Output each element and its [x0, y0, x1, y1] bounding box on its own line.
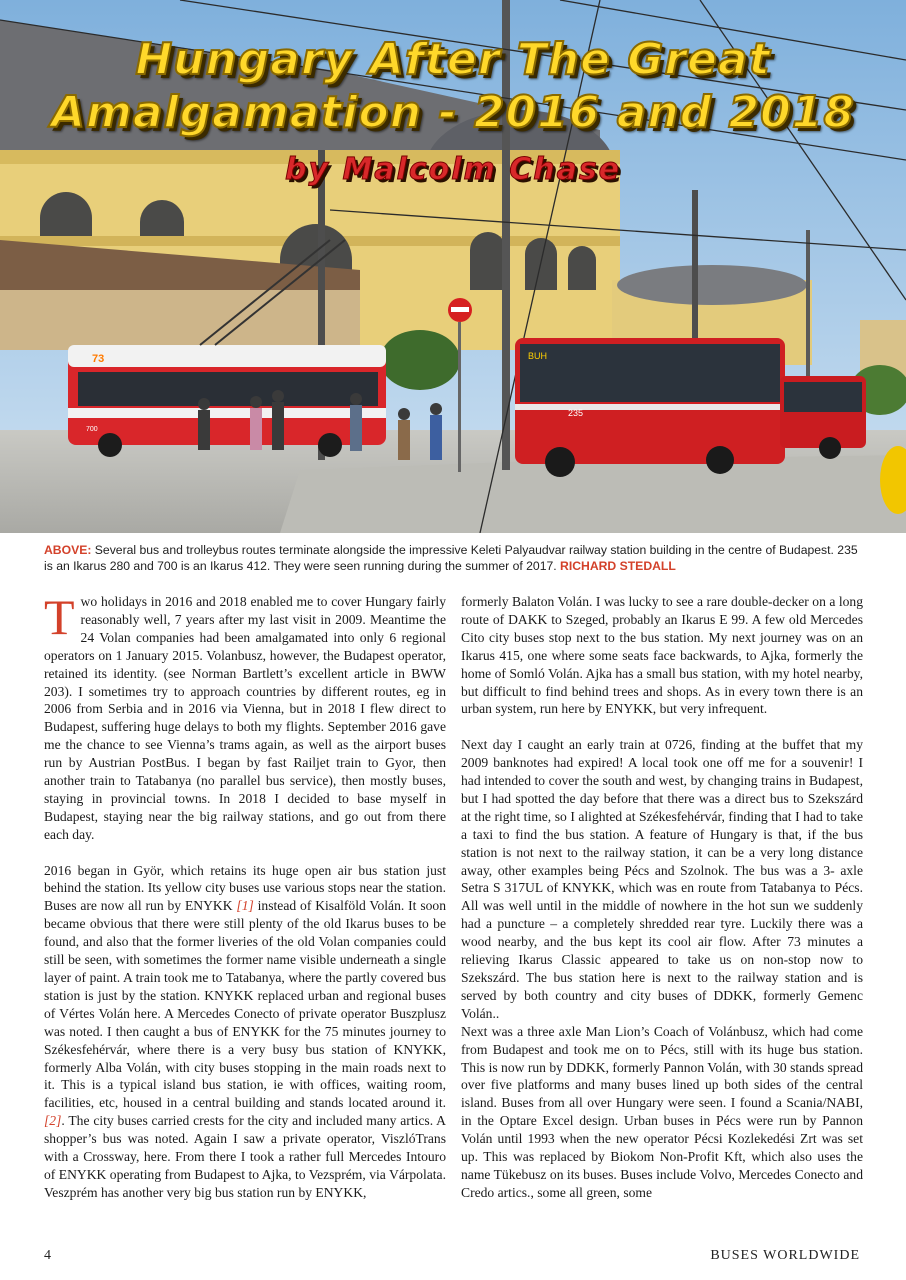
magazine-name: BUSES WORLDWIDE: [710, 1248, 860, 1263]
reference-2: [2]: [44, 1113, 62, 1129]
destination-sign-right: BUH: [528, 351, 548, 361]
article-column-left: [44, 589, 446, 1202]
paragraph-gyor-text-2: instead of Kisalföld Volán. It soon became obvious that there were still plenty of the old Ikarus buses to be found, and also that the former liveries of the old Volan companies could still be seen, with sometimes the former name visible underneath a single layer of paint. A train took me to Tatabanya, where the partly covered bus station is just by the station. KNYKK replaced urban and regional buses of Vértes Volán here. A Mercedes Conecto of private operator Buszplusz was noted. I then caught a bus of ENYKK for the 75 minutes journey to Székesfehérvár, where there is a very busy bus station of KNYKK, formerly Alba Volán, with city buses stopping in the main roads next to it. This is a typical island bus station, ie with offices, waiting room, facilities, etc, housed in a central building and stands located around it.: [44, 898, 446, 1111]
caption-lead: ABOVE:: [44, 543, 92, 557]
title-line-2: Amalgamation - 2016 and 2018: [50, 87, 856, 138]
drop-cap: T: [44, 589, 75, 645]
paragraph-intro: [44, 589, 446, 844]
author-byline: by Malcolm Chase: [284, 152, 622, 187]
destination-sign-left: 73: [92, 353, 105, 365]
fleet-number-235: 235: [568, 408, 584, 418]
fleet-number-700: 700: [86, 426, 98, 433]
paragraph-next-day: Next day I caught an early train at 0726, finding at the buffet that my 2009 banknotes had expired! A local took one off me for a souvenir! I had intended to cover the south and west, by changing trains in Budapest, but I had spotted the day before that there was a direct bus to Szekszárd at the right time, so I alighted at Székesfehérvár, finding that I had to take a taxi to find the bus station. A feature of Hungary is that, if the bus station is not next to the railway station, it can be a very long distance away, other examples being Pécs and Szolnok. The bus was a 3- axle Setra S 317UL of KNYKK, which was en route from Tatabanya to Pécs. All was well until in the middle of nowhere in the hot sun we suddenly had a puncture – a completely shredded rear tyre. Luckily there was a wood nearby, and the bus kept its cool air flow. After 73 minutes a relieving Ikarus Classic appeared to take us on non-stop now to Szekszárd. The bus station here is next to the railway station and is served by both country and city buses of DDKK, formerly Gemenc Volán..: [461, 737, 863, 1021]
article-column-right: [461, 593, 863, 1202]
paragraph-gyor: [44, 862, 446, 1202]
paragraph-intro-text: wo holidays in 2016 and 2018 enabled me to cover Hungary fairly reasonably well, 7 years after my last visit in 2009. Meantime the 24 Volan companies had been amalgamated into only 6 regional operators on 1 January 2015. Volanbusz, however, the Budapest operator, retained its identity. (see Norman Bartlett’s excellent article in BWW 203). I sometimes try to approach countries by different routes, eg in 2006 from Serbia and in 2016 via Vienna, but in 2018 I flew direct to Budapest, suffering huge delays to both my flights. September 2016 gave me the chance to see Vienna’s trams again, as well as the airport buses run by Austrian PostBus. I began by fast Railjet train to Gyor, then another train to Tatabanya (no parallel bus service), then mostly buses, staying in provincial towns. In 2018 I decided to base myself in Budapest, staying near the big railway stations, and go out from there each day.: [44, 594, 446, 842]
reference-1: [1]: [236, 898, 254, 914]
title-line-1: Hungary After The Great: [135, 34, 771, 85]
page-number: 4: [44, 1248, 51, 1263]
hero-photo: [0, 0, 906, 533]
photo-credit: RICHARD STEDALL: [560, 558, 676, 573]
paragraph-pecs: Next was a three axle Man Lion’s Coach of Volánbusz, which had come from Budapest and took me on to Pécs, still with its huge bus station. This is now run by DDKK, formerly Pannon Volán, with 30 stands spread over five platforms and many buses lined up both sides of the central island. Buses from all over Hungary were seen. I found a Scania/NABI, in the Optare Excel design. Urban buses in Pécs were run by Pannon Volán until 1993 when the new operator Pécsi Kozlekedési Zrt was set up. This was replaced by Biokom Non-Profit Kft, which also uses the name Tükebusz on its buses. Buses include Volvo, Mercedes Conecto and Credo artics., some all green, some: [461, 1023, 863, 1200]
caption-text: Several bus and trolleybus routes terminate alongside the impressive Keleti Palyaudvar railway station building in the centre of Budapest. 235 is an Ikarus 280 and 700 is an Ikarus 412. They were seen running during the summer of 2017.: [44, 543, 858, 573]
photo-caption: [44, 543, 864, 574]
paragraph-balaton: formerly Balaton Volán. I was lucky to see a rare double-decker on a long route of DAKK to Szeged, probably an Ikarus E 99. A few old Mercedes Cito city buses stop next to the bus station. My next journey was on an Ikarus 415, one where some seats face backwards, to Ajka, formerly the home of Somló Volán. Ajka has a small bus station, with my hotel nearby, but difficult to find behind trees and shops. As in every town there is an urban system, run here by ENYKK, but very infrequent.: [461, 594, 863, 717]
paragraph-gyor-text-1: 2016 began in Györ, which retains its huge open air bus station just behind the station. Its yellow city buses use various stops near the station. Buses are now all run by ENYKK: [44, 862, 446, 914]
paragraph-gyor-text-3: . The city buses carried crests for the city and included many artics. A shopper’s bus was noted. Again I saw a private operator, ViszlóTrans with a Crossway, here. From there I took a rather full Mercedes Intouro of ENYKK operating from Budapest to Ajka, to Vezsprém, via Várpolata. Veszprém has another very big bus station run by ENYKK,: [44, 1113, 446, 1200]
